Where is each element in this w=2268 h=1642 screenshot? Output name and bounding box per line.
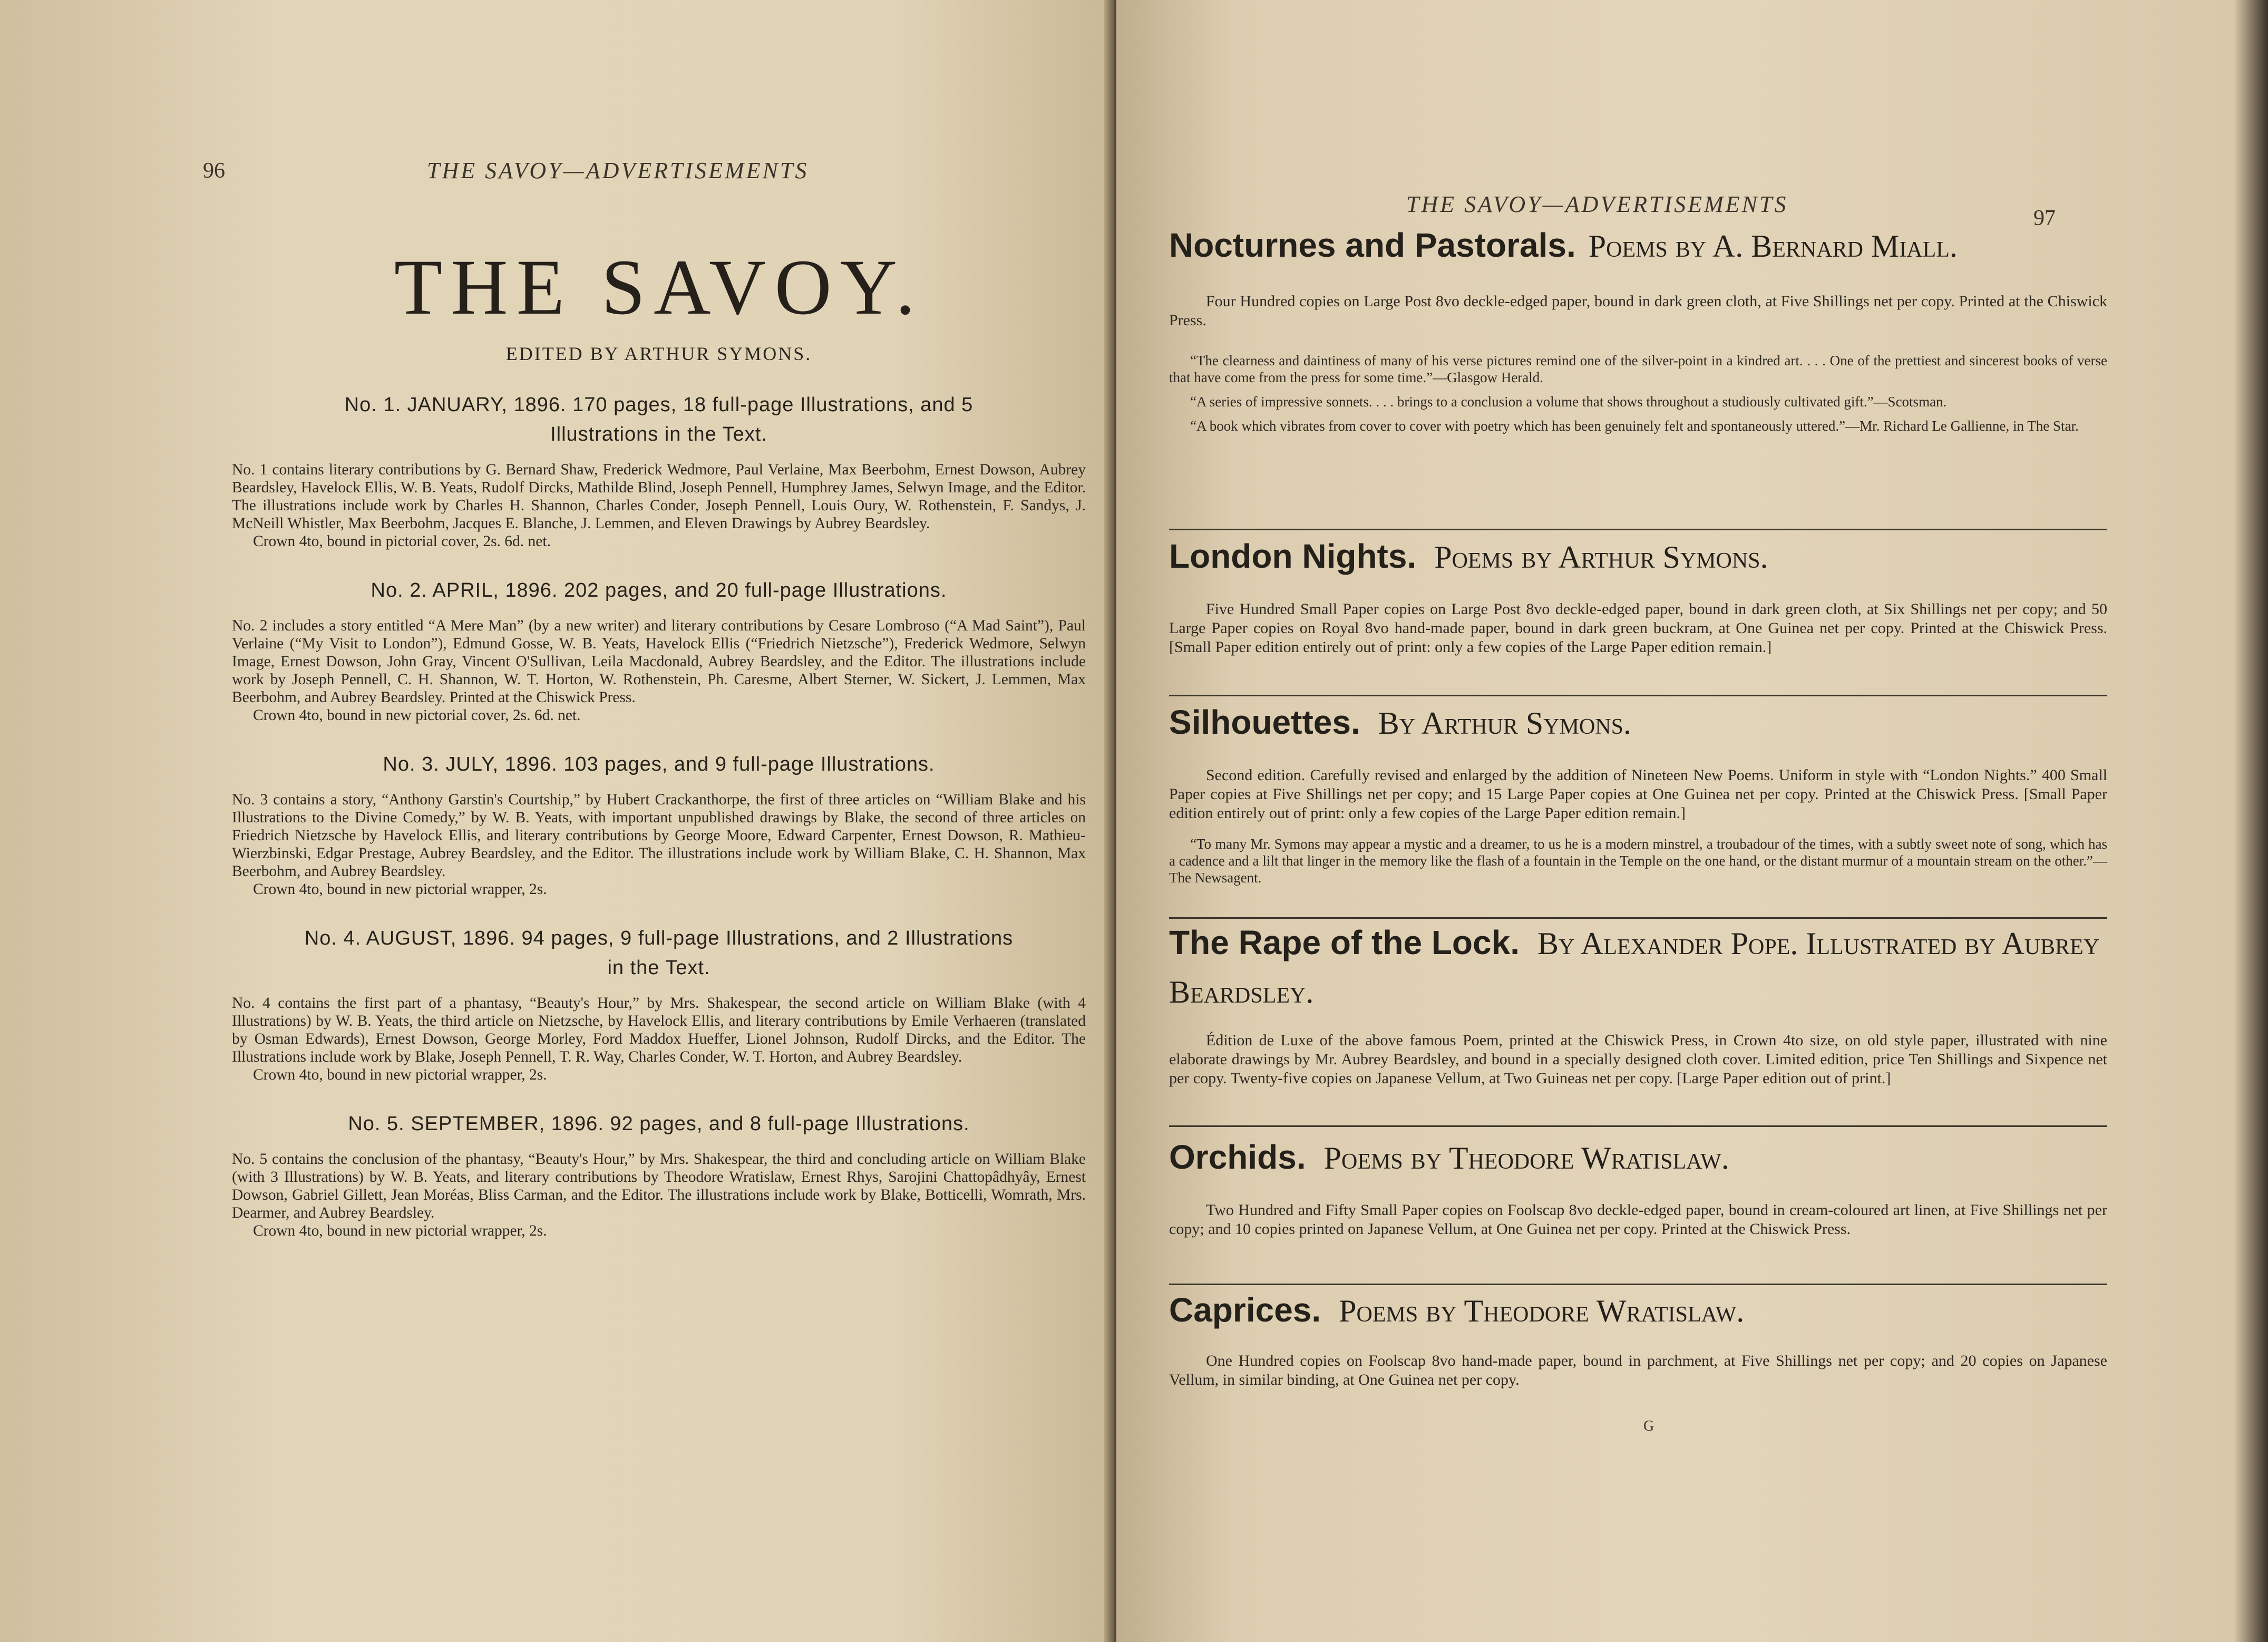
section-divider: [1169, 917, 2107, 919]
review-quote: “A book which vibrates from cover to cover with poetry which has been genuinely felt and spontaneously uttered.”—Mr. Richard Le Gallienne, in The Star.: [1190, 418, 2079, 434]
issue-entry: [232, 924, 1086, 1084]
running-head: THE SAVOY—ADVERTISEMENTS: [1406, 191, 1788, 217]
advert-description: Édition de Luxe of the above famous Poem, printed at the Chiswick Press, in Crown 4to size, on old style paper, illustrated with nine elaborate drawings by Mr. Aubrey Beardsley, and bound in a specially designed cloth cover. Limited edition, price Ten Shillings and Sixpence net per copy. Twenty-five copies on Japanese Vellum, at Two Guineas net per copy. [Large Paper edition out of print.]: [1169, 1032, 2107, 1087]
issue-description: No. 5 contains the conclusion of the phantasy, “Beauty's Hour,” by Mrs. Shakespear, the third and concluding article on William Blake (with 3 Illustrations) by W. B. Yeats, and literary contributions by Theodore Wratislaw, Ernest Rhys, Sarojini Chattopâdhyây, Ernest Dowson, Gabriel Gillett, Jean Moréas, Bliss Carman, and the Editor. The illustrations include work by Blake, Botticelli, Womrath, Mrs. Dearmer, and Aubrey Beardsley.: [232, 1151, 1086, 1221]
advert-subtitle: Poems by Theodore Wratislaw.: [1323, 1141, 1729, 1175]
left-page: [0, 0, 1112, 1642]
issue-heading: No. 3. JULY, 1896. 103 pages, and 9 full-page Illustrations.: [383, 753, 935, 775]
section-divider: [1169, 1284, 2107, 1285]
advert-description: Two Hundred and Fifty Small Paper copies on Foolscap 8vo deckle-edged paper, bound in cream-coloured art linen, at Five Shillings net per copy; and 10 copies printed on Japanese Vellum, at One Guinea net per copy. Printed at the Chiswick Press.: [1169, 1201, 2107, 1238]
issue-description: No. 4 contains the first part of a phantasy, “Beauty's Hour,” by Mrs. Shakespear, the second article on William Blake (with 4 Illustrations) by W. B. Yeats, the third article on Nietzsche, by Havelock Ellis, and literary contributions by Emile Verhaeren (translated by Osman Edwards), Ernest Dowson, George Morley, Ford Maddox Hueffer, Lionel Johnson, Rudolf Dircks, and the Editor. The Illustrations include work by Blake, Joseph Pennell, T. R. Way, Charles Conder, W. T. Horton, and Aubrey Beardsley.: [232, 995, 1086, 1065]
issue-price: Crown 4to, bound in new pictorial wrapper, 2s.: [253, 881, 547, 898]
issue-description: No. 2 includes a story entitled “A Mere Man” (by a new writer) and literary contributions by Cesare Lombroso (“A Mad Saint”), Paul Verlaine (“My Visit to London”), Edmund Gosse, W. B. Yeats, Havelock Ellis (“Friedrich Nietzsche”), Frederick Wedmore, Selwyn Image, Ernest Dowson, John Gray, Vincent O'Sullivan, Leila Macdonald, Aubrey Beardsley, and the Editor. The illustrations include work by Joseph Pennell, C. H. Shannon, W. T. Horton, W. Rothenstein, Ph. Caresme, Albert Sterner, W. Sickert, J. Lemmen, Max Beerbohm, and Aubrey Beardsley. Printed at the Chiswick Press.: [232, 617, 1086, 706]
review-quote: “To many Mr. Symons may appear a mystic and a dreamer, to us he is a modern minstrel, a troubadour of the times, with a subtly sweet note of song, which has a cadence and a lilt that linger in the memory like the flash of a fountain in the Temple on the one hand, or the distant murmur of a mountain stream on the other.”—The Newsagent.: [1169, 836, 2107, 886]
issue-description: No. 3 contains a story, “Anthony Garstin's Courtship,” by Hubert Crackanthorpe, the first of three articles on “William Blake and his Illustrations to the Divine Comedy,” by W. B. Yeats, with important unpublished drawings by Blake, the second of three articles on Friedrich Nietzsche by Havelock Ellis, and literary contributions by George Moore, Edward Carpenter, Ernest Dowson, R. Mathieu-Wierzbinski, Edgar Prestage, Aubrey Beardsley, and the Editor. The illustrations include work by William Blake, C. H. Shannon, Max Beerbohm, and Aubrey Beardsley.: [232, 791, 1086, 880]
advert-title: Nocturnes and Pastorals.: [1169, 226, 1576, 264]
advert-description: One Hundred copies on Foolscap 8vo hand-made paper, bound in parchment, at Five Shillings net per copy; and 20 copies on Japanese Vellum, in similar binding, at One Guinea net per copy.: [1169, 1352, 2107, 1388]
section-divider: [1169, 529, 2107, 530]
issue-price: Crown 4to, bound in new pictorial wrapper, 2s.: [253, 1066, 547, 1083]
advert-title: Orchids.: [1169, 1138, 1306, 1176]
issue-price: Crown 4to, bound in new pictorial wrapper, 2s.: [253, 1222, 547, 1239]
issue-entry: [232, 750, 1086, 898]
savoy-column: [232, 244, 1086, 1240]
book-advert: [1169, 532, 2107, 657]
signature-mark: G: [1643, 1418, 1654, 1434]
issue-heading: No. 1. JANUARY, 1896. 170 pages, 18 full-page Illustrations, and 5 Illustrations in the Text.: [344, 394, 974, 445]
issue-heading: No. 5. SEPTEMBER, 1896. 92 pages, and 8 full-page Illustrations.: [348, 1113, 970, 1135]
issue-entry: [232, 576, 1086, 724]
issue-heading: No. 4. AUGUST, 1896. 94 pages, 9 full-page Illustrations, and 2 Illustrations in the Text.: [304, 927, 1014, 979]
page-number: 97: [2033, 206, 2056, 230]
section-divider: [1169, 1125, 2107, 1127]
issue-description: No. 1 contains literary contributions by G. Bernard Shaw, Frederick Wedmore, Paul Verlaine, Max Beerbohm, Ernest Dowson, Aubrey Beardsley, Havelock Ellis, W. B. Yeats, Rudolf Dircks, Mathilde Blind, Joseph Pennell, Humphrey James, Selwyn Image, and the Editor. The illustrations include work by Charles H. Shannon, Charles Conder, Joseph Pennell, Louis Oury, W. Rothenstein, F. Sandys, J. McNeill Whistler, Max Beerbohm, Jacques E. Blanche, J. Lemmen, and Eleven Drawings by Aubrey Beardsley.: [232, 461, 1086, 532]
issue-entry: [232, 390, 1086, 550]
issue-heading: No. 2. APRIL, 1896. 202 pages, and 20 full-page Illustrations.: [371, 579, 947, 601]
advert-subtitle: Poems by Arthur Symons.: [1434, 540, 1768, 575]
section-divider: [1169, 695, 2107, 696]
advert-description: Four Hundred copies on Large Post 8vo deckle-edged paper, bound in dark green cloth, at Five Shillings net per copy. Printed at the Chiswick Press.: [1169, 293, 2107, 329]
advert-description: Second edition. Carefully revised and enlarged by the addition of Nineteen New Poems. Uniform in style with “London Nights.” 400 Small Paper copies at Five Shillings net per copy; and 15 Large Paper copies at One Guinea net per copy. Printed at the Chiswick Press. [Small Paper edition entirely out of print: only a few copies of the Large Paper edition remain.]: [1169, 766, 2107, 822]
advert-subtitle: By Arthur Symons.: [1378, 706, 1631, 741]
advert-subtitle: Poems by Theodore Wratislaw.: [1339, 1294, 1745, 1328]
review-quote: “A series of impressive sonnets. . . . brings to a conclusion a volume that shows throughout a studiously cultivated gift.”—Scotsman.: [1190, 394, 1947, 410]
book-advert: [1169, 922, 2107, 1088]
book-advert: [1169, 1286, 2107, 1390]
advert-title: Caprices.: [1169, 1291, 1321, 1329]
page-title: THE SAVOY.: [394, 244, 924, 331]
advert-title: London Nights.: [1169, 537, 1417, 575]
running-head: THE SAVOY—ADVERTISEMENTS: [427, 158, 809, 183]
review-quote: “The clearness and daintiness of many of his verse pictures remind one of the silver-point in a kindred art. . . . One of the prettiest and sincerest books of verse that have come from the press for some time.”—Glasgow Herald.: [1169, 353, 2107, 385]
issue-price: Crown 4to, bound in new pictorial cover, 2s. 6d. net.: [253, 707, 581, 724]
book-advert: [1169, 698, 2107, 886]
advert-description: Five Hundred Small Paper copies on Large Post 8vo deckle-edged paper, bound in dark green cloth, at Six Shillings net per copy; and 50 Large Paper copies on Royal 8vo hand-made paper, bound in dark green buckram, at One Guinea net per copy. Printed at the Chiswick Press. [Small Paper edition entirely out of print: only a few copies of the Large Paper edition remain.]: [1169, 600, 2107, 656]
advert-title: The Rape of the Lock.: [1169, 924, 1520, 961]
advert-title: Silhouettes.: [1169, 703, 1360, 741]
editor-credit: EDITED BY ARTHUR SYMONS.: [505, 343, 812, 364]
issue-price: Crown 4to, bound in pictorial cover, 2s. 6d. net.: [253, 533, 551, 550]
page-number: 96: [203, 159, 225, 183]
book-advert: [1169, 1133, 2107, 1239]
advert-subtitle: By Alexander Pope. Illustrated by Aubrey Beardsley.: [1169, 926, 2100, 1009]
right-page: [1116, 0, 2268, 1642]
book-advert: [1169, 227, 2107, 434]
advert-subtitle: Poems by A. Bernard Miall.: [1588, 229, 1958, 264]
issue-entry: [232, 1109, 1086, 1240]
